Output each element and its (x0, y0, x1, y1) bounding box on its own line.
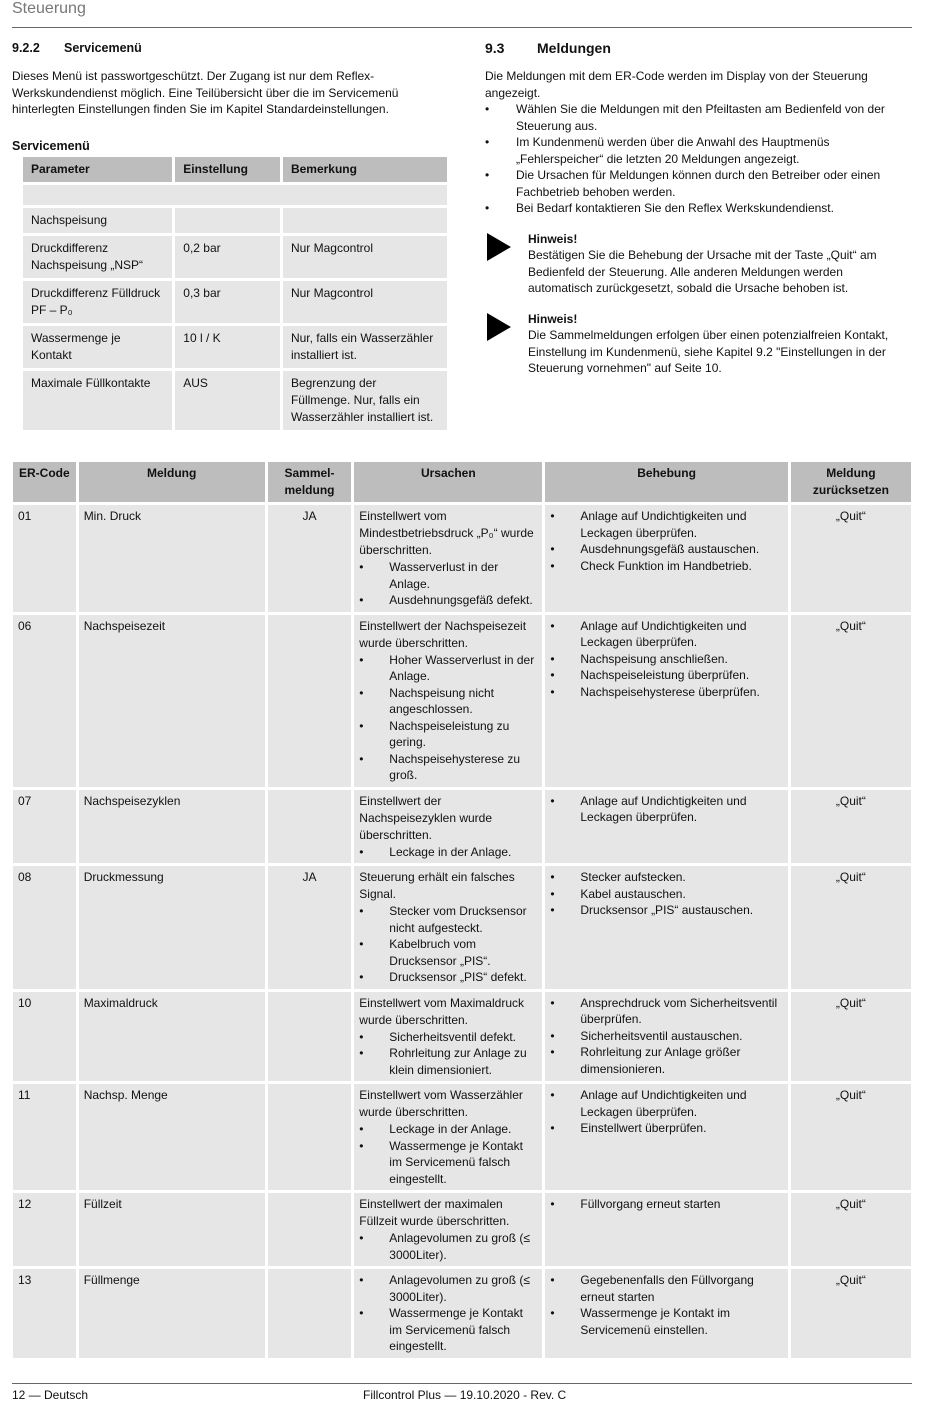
table-row (13, 866, 911, 989)
behebung-cell (545, 505, 787, 612)
meldung-cell: Füllmenge (79, 1269, 265, 1358)
table-row (13, 1084, 911, 1190)
footer-page-number: 12 — Deutsch (12, 1388, 89, 1402)
reset-cell: „Quit“ (791, 790, 911, 864)
service-table-group-row (23, 208, 447, 233)
ursachen-text: Einstellwert der Nachspeisezyklen wurde überschritten. (359, 793, 493, 842)
header-meldung-zuruecksetzen: Meldung zurücksetzen (791, 462, 911, 502)
hint-text: Bestätigen Sie die Behebung der Ursache mit der Taste „Quit“ am Bedienfeld der Steuerung. Alle anderen Meldungen werden automatisch zurückgesetzt, sobald die Ursache behoben ist. (528, 248, 877, 295)
list-item: • Leckage in der Anlage. (359, 1121, 537, 1138)
meldung-cell: Füllzeit (79, 1193, 265, 1266)
table-row (23, 326, 447, 368)
behebung-list (550, 1196, 782, 1213)
hint-block (485, 311, 905, 377)
list-item: • Leckage in der Anlage. (359, 844, 537, 861)
list-item: • Kabel austauschen. (550, 886, 782, 903)
table-cell: Maximale Füllkontakte (23, 371, 172, 430)
sammelmeldung-cell: JA (268, 866, 352, 989)
er-code-cell: 08 (13, 866, 76, 989)
header-behebung: Behebung (545, 462, 787, 502)
ursachen-list (359, 844, 537, 861)
service-table-header (23, 157, 447, 182)
list-item: • Im Kundenmenü werden über die Anwahl des Hauptmenüs „Fehlerspeicher“ die letzten 20 Meldungen angezeigt. (485, 134, 905, 167)
list-item: • Anlagevolumen zu groß (≤ 3000Liter). (359, 1272, 537, 1305)
er-code-cell: 13 (13, 1269, 76, 1358)
reset-cell: „Quit“ (791, 1269, 911, 1358)
list-item: • Hoher Wasserverlust in der Anlage. (359, 652, 537, 685)
ursachen-list (359, 1272, 537, 1355)
er-code-cell: 11 (13, 1084, 76, 1190)
list-item: • Die Ursachen für Meldungen können durch den Betreiber oder einen Fachbetrieb behoben werden. (485, 167, 905, 200)
meldung-cell: Nachsp. Menge (79, 1084, 265, 1190)
footer-divider (12, 1383, 912, 1384)
list-item: • Stecker vom Drucksensor nicht aufgesteckt. (359, 903, 537, 936)
table-row (13, 615, 911, 787)
ursachen-list (359, 1029, 537, 1079)
behebung-list (550, 869, 782, 919)
list-item: • Bei Bedarf kontaktieren Sie den Reflex Werkskundendienst. (485, 200, 905, 217)
list-item: • Nachspeiseleistung überprüfen. (550, 667, 782, 684)
ursachen-cell (354, 615, 542, 787)
reset-cell: „Quit“ (791, 505, 911, 612)
hint-block (485, 231, 905, 297)
footer-document-info: Fillcontrol Plus — 19.10.2020 - Rev. C (363, 1388, 567, 1402)
section-93-heading (485, 40, 905, 56)
ursachen-list (359, 559, 537, 609)
table-row (13, 1269, 911, 1358)
meldung-cell: Min. Druck (79, 505, 265, 612)
meldung-cell: Nachspeisezyklen (79, 790, 265, 864)
section-93-title: Meldungen (537, 40, 611, 56)
list-item: • Ausdehnungsgefäß defekt. (359, 592, 537, 609)
ursachen-list (359, 1121, 537, 1187)
header-sammelmeldung: Sammel-meldung (268, 462, 352, 502)
ursachen-text: Steuerung erhält ein falsches Signal. (359, 870, 515, 901)
list-item: • Anlage auf Undichtigkeiten und Leckagen überprüfen. (550, 618, 782, 651)
list-item: • Drucksensor „PIS“ defekt. (359, 969, 537, 986)
section-93-bullets (485, 101, 905, 217)
behebung-cell (545, 992, 787, 1082)
ursachen-text: Einstellwert der maximalen Füllzeit wurde überschritten. (359, 1197, 510, 1228)
table-row (13, 505, 911, 612)
table-cell: Begrenzung der Füllmenge. Nur, falls ein Wasserzähler installiert ist. (283, 371, 447, 430)
list-item: • Drucksensor „PIS“ austauschen. (550, 902, 782, 919)
ursachen-text: Einstellwert der Nachspeisezeit wurde überschritten. (359, 618, 527, 650)
list-item: • Kabelbruch vom Drucksensor „PIS“. (359, 936, 537, 969)
hint-title: Hinweis! (528, 311, 578, 326)
er-table-header (13, 462, 911, 502)
table-cell: Nur, falls ein Wasserzähler installiert ist. (283, 326, 447, 368)
ursachen-cell (354, 1269, 542, 1358)
table-cell: Nur Magcontrol (283, 236, 447, 278)
table-cell: 10 l / K (175, 326, 280, 368)
ursachen-text: Einstellwert vom Wasserzähler wurde überschritten. (359, 1088, 523, 1119)
ursachen-list (359, 1230, 537, 1263)
behebung-cell (545, 615, 787, 787)
ursachen-cell (354, 866, 542, 989)
list-item: • Wasserverlust in der Anlage. (359, 559, 537, 592)
behebung-cell (545, 790, 787, 864)
header-ursachen: Ursachen (354, 462, 542, 502)
behebung-list (550, 1087, 782, 1137)
service-table-empty-row (23, 185, 447, 205)
er-code-cell: 07 (13, 790, 76, 864)
ursachen-text: Einstellwert vom Maximaldruck wurde überschritten. (359, 995, 524, 1027)
list-item: • Nachspeisung nicht angeschlossen. (359, 685, 537, 718)
sammelmeldung-cell (268, 790, 352, 864)
reset-cell: „Quit“ (791, 992, 911, 1082)
table-cell: Druckdifferenz Nachspeisung „NSP“ (23, 236, 172, 278)
table-cell: 0,2 bar (175, 236, 280, 278)
behebung-list (550, 508, 782, 574)
list-item: • Wassermenge je Kontakt im Servicemenü falsch eingestellt. (359, 1305, 537, 1355)
list-item: • Anlage auf Undichtigkeiten und Leckagen überprüfen. (550, 508, 782, 541)
list-item: • Anlage auf Undichtigkeiten und Leckagen überprüfen. (550, 793, 782, 826)
table-cell: Nur Magcontrol (283, 281, 447, 323)
list-item: • Ansprechdruck vom Sicherheitsventil überprüfen. (550, 995, 782, 1028)
behebung-list (550, 618, 782, 701)
list-item: • Rohrleitung zur Anlage zu klein dimensioniert. (359, 1045, 537, 1078)
list-item: • Wassermenge je Kontakt im Servicemenü einstellen. (550, 1305, 782, 1338)
hint-text: Die Sammelmeldungen erfolgen über einen potenzialfreien Kontakt, Einstellung im Kundenmenü, siehe Kapitel 9.2 "Einstellungen in der Steuerung vornehmen" auf Seite 10. (528, 328, 889, 375)
behebung-cell (545, 1084, 787, 1190)
arrow-right-icon (487, 233, 511, 261)
reset-cell: „Quit“ (791, 1084, 911, 1190)
table-cell: Wassermenge je Kontakt (23, 326, 172, 368)
section-93 (485, 40, 905, 377)
sammelmeldung-cell (268, 615, 352, 787)
list-item: • Einstellwert überprüfen. (550, 1120, 782, 1137)
header-bemerkung: Bemerkung (283, 157, 447, 182)
table-row (13, 992, 911, 1082)
behebung-cell (545, 1269, 787, 1358)
list-item: • Nachspeisehysterese zu groß. (359, 751, 537, 784)
reset-cell: „Quit“ (791, 866, 911, 989)
meldung-cell: Druckmessung (79, 866, 265, 989)
header-meldung: Meldung (79, 462, 265, 502)
section-922-title: Servicemenü (64, 41, 142, 55)
table-cell: AUS (175, 371, 280, 430)
sammelmeldung-cell (268, 1084, 352, 1190)
table-cell: 0,3 bar (175, 281, 280, 323)
table-row (23, 371, 447, 430)
list-item: • Rohrleitung zur Anlage größer dimensionieren. (550, 1044, 782, 1077)
ursachen-cell (354, 505, 542, 612)
list-item: • Wählen Sie die Meldungen mit den Pfeiltasten am Bedienfeld von der Steuerung aus. (485, 101, 905, 134)
section-922-intro: Dieses Menü ist passwortgeschützt. Der Zugang ist nur dem Reflex-Werkskundendienst möglich. Eine Teilübersicht über die im Servicemenü hinterlegten Einstellungen finden Sie im Kapitel Standardeinstellungen. (12, 69, 399, 116)
meldung-cell: Maximaldruck (79, 992, 265, 1082)
section-93-number: 9.3 (485, 40, 505, 56)
list-item: • Anlage auf Undichtigkeiten und Leckagen überprüfen. (550, 1087, 782, 1120)
behebung-cell (545, 866, 787, 989)
hint-title: Hinweis! (528, 231, 578, 246)
table-row (23, 236, 447, 278)
header-er-code: ER-Code (13, 462, 76, 502)
list-item: • Nachspeisung anschließen. (550, 651, 782, 668)
table-row (23, 281, 447, 323)
ursachen-list (359, 652, 537, 784)
er-code-cell: 12 (13, 1193, 76, 1266)
page-header-title: Steuerung (12, 0, 86, 17)
sammelmeldung-cell (268, 1193, 352, 1266)
header-divider (12, 27, 912, 28)
er-code-cell: 10 (13, 992, 76, 1082)
header-parameter: Parameter (23, 157, 172, 182)
sammelmeldung-cell (268, 1269, 352, 1358)
section-93-intro: Die Meldungen mit dem ER-Code werden im Display von der Steuerung angezeigt. (485, 69, 868, 100)
behebung-list (550, 1272, 782, 1338)
ursachen-cell (354, 992, 542, 1082)
list-item: • Nachspeisehysterese überprüfen. (550, 684, 782, 701)
er-code-cell: 06 (13, 615, 76, 787)
ursachen-cell (354, 1193, 542, 1266)
behebung-list (550, 793, 782, 826)
service-menu-table (20, 154, 450, 433)
list-item: • Sicherheitsventil austauschen. (550, 1028, 782, 1045)
er-code-cell: 01 (13, 505, 76, 612)
sammelmeldung-cell (268, 992, 352, 1082)
sammelmeldung-cell: JA (268, 505, 352, 612)
list-item: • Stecker aufstecken. (550, 869, 782, 886)
reset-cell: „Quit“ (791, 1193, 911, 1266)
ursachen-cell (354, 790, 542, 864)
list-item: • Ausdehnungsgefäß austauschen. (550, 541, 782, 558)
ursachen-cell (354, 1084, 542, 1190)
list-item: • Anlagevolumen zu groß (≤ 3000Liter). (359, 1230, 537, 1263)
behebung-list (550, 995, 782, 1078)
behebung-cell (545, 1193, 787, 1266)
group-label: Nachspeisung (23, 208, 172, 233)
ursachen-list (359, 903, 537, 986)
table-row (13, 790, 911, 864)
table-cell: Druckdifferenz Fülldruck PF – P₀ (23, 281, 172, 323)
ursachen-text: Einstellwert vom Mindestbetriebsdruck „P₀“ wurde überschritten. (359, 509, 534, 557)
table-row (13, 1193, 911, 1266)
section-922-heading (12, 41, 142, 55)
list-item: • Sicherheitsventil defekt. (359, 1029, 537, 1046)
list-item: • Wassermenge je Kontakt im Servicemenü falsch eingestellt. (359, 1138, 537, 1188)
header-einstellung: Einstellung (175, 157, 280, 182)
list-item: • Nachspeiseleistung zu gering. (359, 718, 537, 751)
list-item: • Check Funktion im Handbetrieb. (550, 558, 782, 575)
er-table-body (13, 505, 911, 1358)
section-922-number: 9.2.2 (12, 41, 40, 55)
meldung-cell: Nachspeisezeit (79, 615, 265, 787)
arrow-right-icon (487, 313, 511, 341)
er-code-table (10, 459, 914, 1361)
list-item: • Gegebenenfalls den Füllvorgang erneut starten (550, 1272, 782, 1305)
service-table-caption: Servicemenü (12, 139, 90, 153)
list-item: • Füllvorgang erneut starten (550, 1196, 782, 1213)
reset-cell: „Quit“ (791, 615, 911, 787)
